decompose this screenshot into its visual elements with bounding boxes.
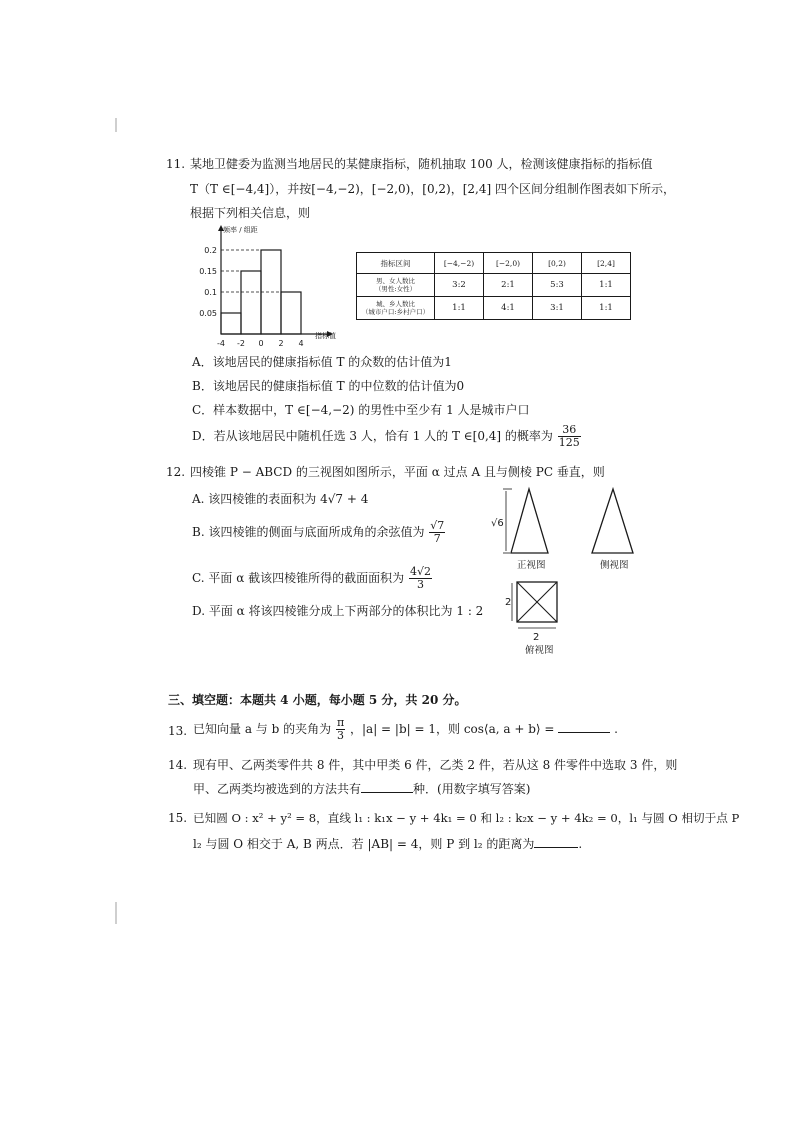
q13-text-a: 已知向量 a 与 b 的夹角为 xyxy=(193,722,332,736)
q14-answer-blank[interactable] xyxy=(361,782,413,793)
q14-line2-b: 种．(用数字填写答案) xyxy=(413,782,531,796)
scan-margin-mark-bottom xyxy=(115,902,117,924)
fraction-denominator: 3 xyxy=(416,578,424,591)
q11-option-d xyxy=(192,424,582,449)
y-tick-label: 0.2 xyxy=(204,246,217,255)
q12-option-c-text: C. 平面 α 截该四棱锥所得的截面面积为 xyxy=(192,571,405,585)
table-cell: 3:2 xyxy=(435,274,484,297)
y-axis-label: 频率 / 组距 xyxy=(223,226,258,234)
x-tick-label: -4 xyxy=(217,339,225,348)
top-view-label: 俯视图 xyxy=(525,645,554,656)
scan-margin-mark-top xyxy=(115,118,117,132)
fraction-denominator: 125 xyxy=(558,436,580,449)
top-side-label: 2 xyxy=(505,597,512,608)
q12-option-c xyxy=(192,566,433,591)
q13-answer-blank[interactable] xyxy=(558,722,610,733)
front-height-label: √6 xyxy=(491,518,504,529)
fraction-numerator: 36 xyxy=(558,424,581,437)
q11-stem-line2: T（T ∈[−4,4]），并按[−4,−2)，[−2,0)，[0,2)，[2,4] 四个区间分组制作图表如下所示， xyxy=(190,182,675,196)
fraction-numerator: π xyxy=(336,716,345,729)
table-header-bin3: [0,2) xyxy=(533,253,582,274)
q15-line1: 已知圆 O : x² + y² = 8，直线 l₁ : k₁x − y + 4k₁ = 0 和 l₂ : k₂x − y + 4k₂ = 0，l₁ 与圆 O 相切于点 P xyxy=(193,811,740,825)
x-tick-label: -2 xyxy=(237,339,245,348)
x-tick-label: 2 xyxy=(278,339,284,348)
q12-number: 12. xyxy=(166,465,186,479)
q12-option-b-text: B. 该四棱锥的侧面与底面所成角的余弦值为 xyxy=(192,525,425,539)
q14-line2-a: 甲、乙两类均被选到的方法共有 xyxy=(193,782,362,796)
gender-label-a: 男、女人数比 xyxy=(376,277,415,285)
q15-line2-text: l₂ 与圆 O 相交于 A, B 两点．若 |AB| = 4，则 P 到 l₂ 的距离为 xyxy=(193,837,535,851)
q15-answer-blank[interactable] xyxy=(534,837,578,848)
q13-fraction xyxy=(336,717,345,742)
histogram-bar xyxy=(221,313,241,334)
q12-option-b xyxy=(192,520,446,545)
q13-end: . xyxy=(614,722,618,736)
table-cell: 3:1 xyxy=(533,297,582,320)
q11-option-d-fraction xyxy=(558,424,581,449)
histogram-bar xyxy=(281,292,301,334)
fraction-numerator: 4√2 xyxy=(409,565,431,578)
table-header-bin1: [−4,−2) xyxy=(435,253,484,274)
fraction-numerator: √7 xyxy=(430,519,445,532)
gender-label-b: （男性:女性） xyxy=(374,285,417,293)
histogram-bar xyxy=(241,271,261,334)
q11-stem-line3: 根据下列相关信息，则 xyxy=(190,206,311,220)
x-tick-label: 4 xyxy=(298,339,304,348)
q11-option-c: C．样本数据中，T ∈[−4,−2) 的男性中至少有 1 人是城市户口 xyxy=(192,403,530,417)
top-view xyxy=(512,582,557,628)
q12-option-c-fraction xyxy=(409,566,432,591)
table-cell: 2:1 xyxy=(484,274,533,297)
fraction-denominator: 3 xyxy=(337,729,345,742)
q11-option-b: B．该地居民的健康指标值 T 的中位数的估计值为0 xyxy=(192,379,465,393)
q12-option-a: A. 该四棱锥的表面积为 4√7 + 4 xyxy=(192,492,369,506)
q12-stem: 四棱锥 P − ABCD 的三视图如图所示，平面 α 过点 A 且与侧棱 PC 垂直，则 xyxy=(190,465,605,479)
table-row-urban-label xyxy=(357,297,435,320)
table-header-bin4: [2,4] xyxy=(582,253,631,274)
side-view-label: 侧视图 xyxy=(600,560,629,571)
q13-stem xyxy=(193,717,618,742)
y-tick-label: 0.05 xyxy=(199,309,217,318)
y-tick-label: 0.15 xyxy=(199,267,217,276)
x-axis-label: 指标值 xyxy=(315,332,336,340)
top-bottom-label: 2 xyxy=(533,632,540,643)
table-header-interval: 指标区间 xyxy=(357,253,435,274)
q14-line2 xyxy=(193,781,530,797)
q11-option-d-text: D．若从该地居民中随机任选 3 人，恰有 1 人的 T ∈[0,4] 的概率为 xyxy=(192,429,553,443)
table-row-gender-label xyxy=(357,274,435,297)
urban-label-a: 城、乡人数比 xyxy=(376,300,415,308)
q12-three-views xyxy=(490,486,660,662)
q13-number: 13. xyxy=(168,724,188,738)
q11-number: 11. xyxy=(166,157,186,171)
table-cell: 1:1 xyxy=(435,297,484,320)
q12-option-d: D. 平面 α 将该四棱锥分成上下两部分的体积比为 1 : 2 xyxy=(192,604,484,618)
y-tick-label: 0.1 xyxy=(204,288,217,297)
q14-line1: 现有甲、乙两类零件共 8 件，其中甲类 6 件，乙类 2 件，若从这 8 件零件中选取 3 件，则 xyxy=(193,758,678,772)
q12-option-b-fraction xyxy=(429,520,445,545)
urban-label-b: （城市户口:乡村户口） xyxy=(361,308,430,316)
x-tick-label: 0 xyxy=(258,339,264,348)
table-cell: 5:3 xyxy=(533,274,582,297)
q13-text-b: ，|a| = |b| = 1，则 cos⟨a, a + b⟩ = xyxy=(350,722,555,736)
front-view xyxy=(503,489,548,553)
q11-option-a: A．该地居民的健康指标值 T 的众数的估计值为1 xyxy=(192,355,452,369)
q11-histogram xyxy=(185,222,355,350)
table-cell: 1:1 xyxy=(582,297,631,320)
side-view xyxy=(592,489,633,553)
q15-number: 15. xyxy=(168,811,188,825)
fraction-denominator: 7 xyxy=(433,532,441,545)
q15-line2 xyxy=(193,836,582,852)
table-cell: 1:1 xyxy=(582,274,631,297)
q11-ratio-table xyxy=(356,252,631,320)
q15-end: . xyxy=(578,837,583,851)
q11-stem-line1: 某地卫健委为监测当地居民的某健康指标，随机抽取 100 人，检测该健康指标的指标值 xyxy=(190,157,653,171)
front-view-label: 正视图 xyxy=(517,560,546,571)
section3-title: 三、填空题：本题共 4 小题，每小题 5 分，共 20 分。 xyxy=(168,693,467,707)
table-header-bin2: [−2,0) xyxy=(484,253,533,274)
q14-number: 14. xyxy=(168,758,188,772)
table-cell: 4:1 xyxy=(484,297,533,320)
